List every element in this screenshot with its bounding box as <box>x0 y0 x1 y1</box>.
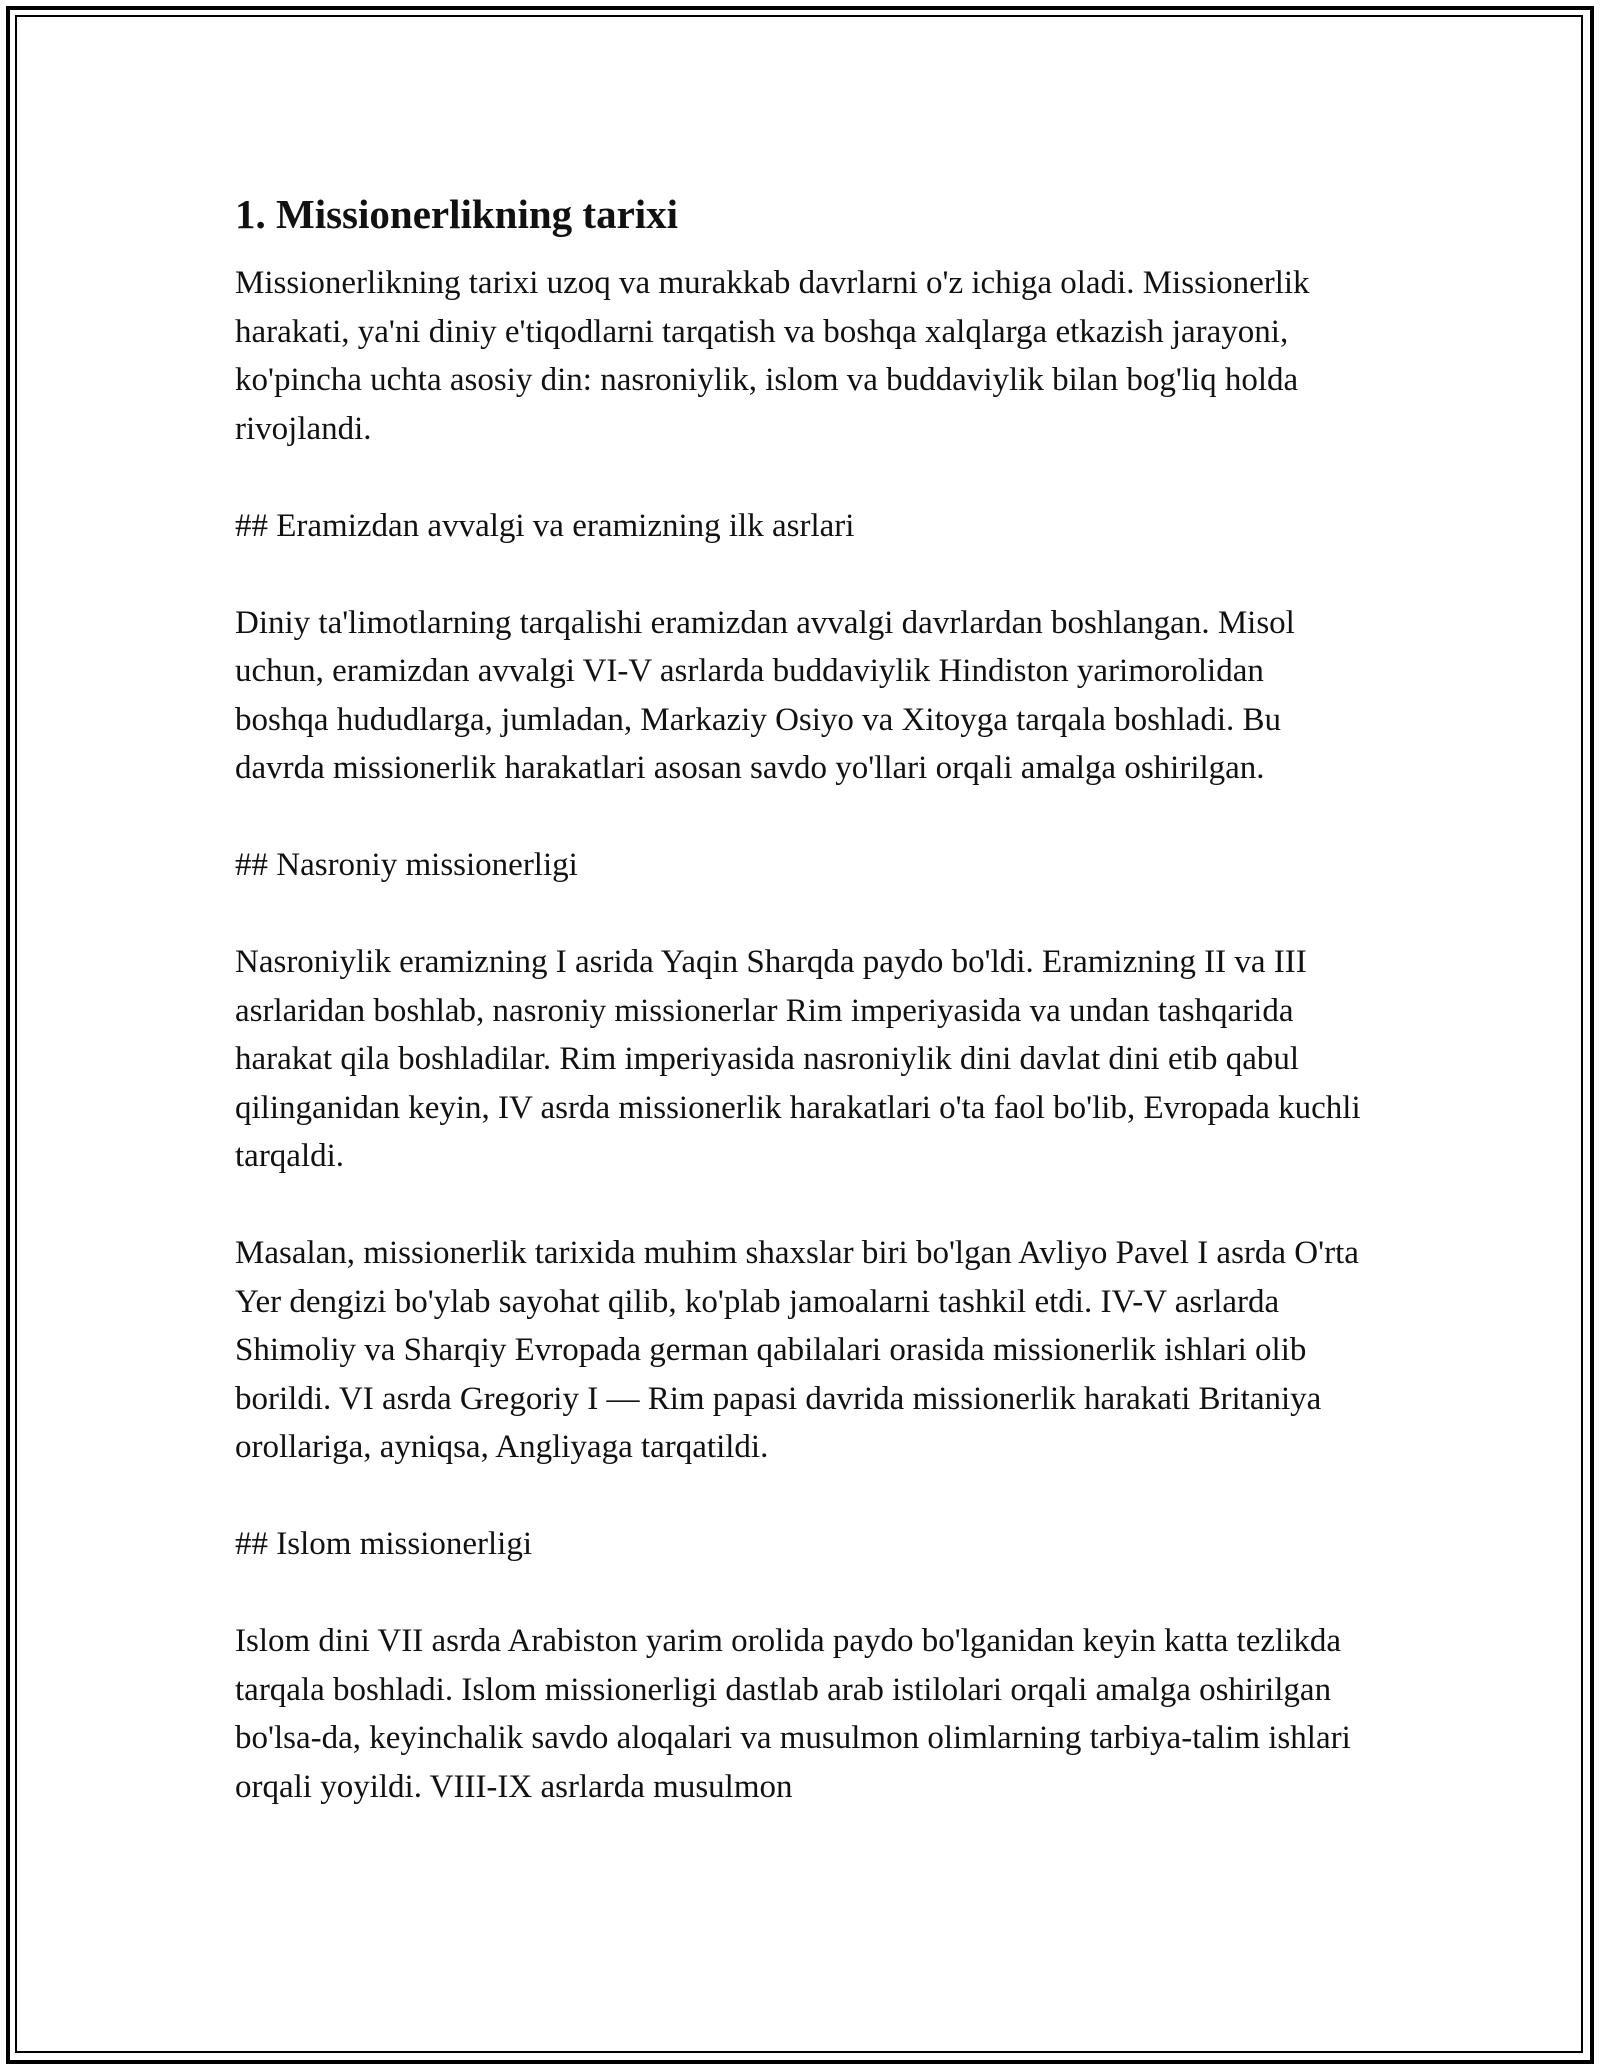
subheading-islamic-missionary: ## Islom missionerligi <box>235 1526 532 1562</box>
document-body <box>235 185 1365 1811</box>
subheading-christian-missionary: ## Nasroniy missionerligi <box>235 847 578 883</box>
paragraph-intro: Missionerlikning tarixi uzoq va murakkab davrlarni o'z ichiga oladi. Missionerlik harakati, ya'ni diniy e'tiqodlarni tarqatish va boshqa xalqlarga etkazish jarayoni, ko'pincha uchta asosiy din: nasroniylik, islom va buddaviylik bilan bog'liq holda rivojlandi. <box>235 265 1310 447</box>
paragraph-christian-examples: Masalan, missionerlik tarixida muhim shaxslar biri bo'lgan Avliyo Pavel I asrda O'rta Yer dengizi bo'ylab sayohat qilib, ko'plab jamoalarni tashkil etdi. IV-V asrlarda Shimoliy va Sharqiy Evropada german qabilalari orasida missionerlik ishlari olib borildi. VI asrda Gregoriy I — Rim papasi davrida missionerlik harakati Britaniya orollariga, ayniqsa, Angliyaga tarqatildi. <box>235 1235 1359 1465</box>
subheading-ancient-era: ## Eramizdan avvalgi va eramizning ilk asrlari <box>235 507 855 544</box>
section-heading: 1. Missionerlikning tarixi <box>235 191 679 237</box>
paragraph-christian-origins: Nasroniylik eramizning I asrida Yaqin Sharqda paydo bo'ldi. Eramizning II va III asrlaridan boshlab, nasroniy missionerlar Rim imperiyasida va undan tashqarida harakat qila boshladilar. Rim imperiyasida nasroniylik dini davlat dini etib qabul qilinganidan keyin, IV asrda missionerlik harakatlari o'ta faol bo'lib, Evropada kuchli tarqaldi. <box>235 944 1361 1174</box>
paragraph-ancient-era: Diniy ta'limotlarning tarqalishi eramizdan avvalgi davrlardan boshlangan. Misol uchun, eramizdan avvalgi VI-V asrlarda buddaviylik Hindiston yarimorolidan boshqa hududlarga, jumladan, Markaziy Osiyo va Xitoyga tarqala boshladi. Bu davrda missionerlik harakatlari asosan savdo yo'llari orqali amalga oshirilgan. <box>235 604 1295 786</box>
paragraph-islamic-spread: Islom dini VII asrda Arabiston yarim orolida paydo bo'lganidan keyin katta tezlikda tarqala boshladi. Islom missionerligi dastlab arab istilolari orqali amalga oshirilgan bo'lsa-da, keyinchalik savdo aloqalari va musulmon olimlarning tarbiya-talim ishlari orqali yoyildi. VIII-IX asrlarda musulmon <box>235 1623 1351 1805</box>
